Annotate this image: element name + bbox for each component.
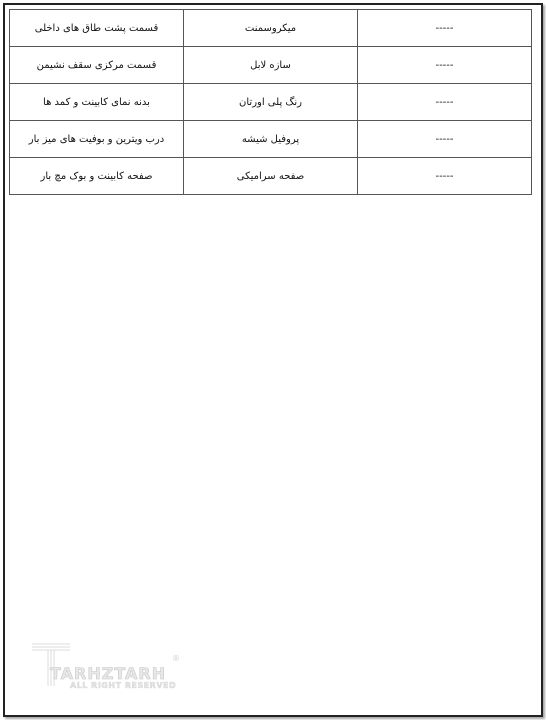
part-cell: بدنه نمای کابینت و کمد ها (10, 84, 184, 121)
table-row (10, 121, 532, 158)
material-cell: پروفیل شیشه (184, 121, 358, 158)
materials-table (9, 9, 532, 195)
material-cell: میکروسمنت (184, 10, 358, 47)
table-row (10, 158, 532, 195)
material-cell: صفحه سرامیکی (184, 158, 358, 195)
table-row (10, 47, 532, 84)
part-cell: قسمت مرکزی سقف نشیمن (10, 47, 184, 84)
watermark-logo (30, 640, 180, 690)
note-cell: ----- (358, 158, 532, 195)
watermark-subtitle: ALL RIGHT RESERVED (70, 681, 177, 690)
note-cell: ----- (358, 121, 532, 158)
material-cell: رنگ پلی اورتان (184, 84, 358, 121)
material-cell: سازه لابل (184, 47, 358, 84)
note-cell: ----- (358, 47, 532, 84)
note-cell: ----- (358, 10, 532, 47)
table-row (10, 84, 532, 121)
note-cell: ----- (358, 84, 532, 121)
watermark-brand: TARHZTARH (50, 664, 167, 683)
registered-mark: ® (172, 654, 180, 663)
part-cell: درب ویترین و بوفیت های میز بار (10, 121, 184, 158)
part-cell: صفحه کابینت و بوک مچ بار (10, 158, 184, 195)
table-row (10, 10, 532, 47)
part-cell: قسمت پشت طاق های داخلی (10, 10, 184, 47)
